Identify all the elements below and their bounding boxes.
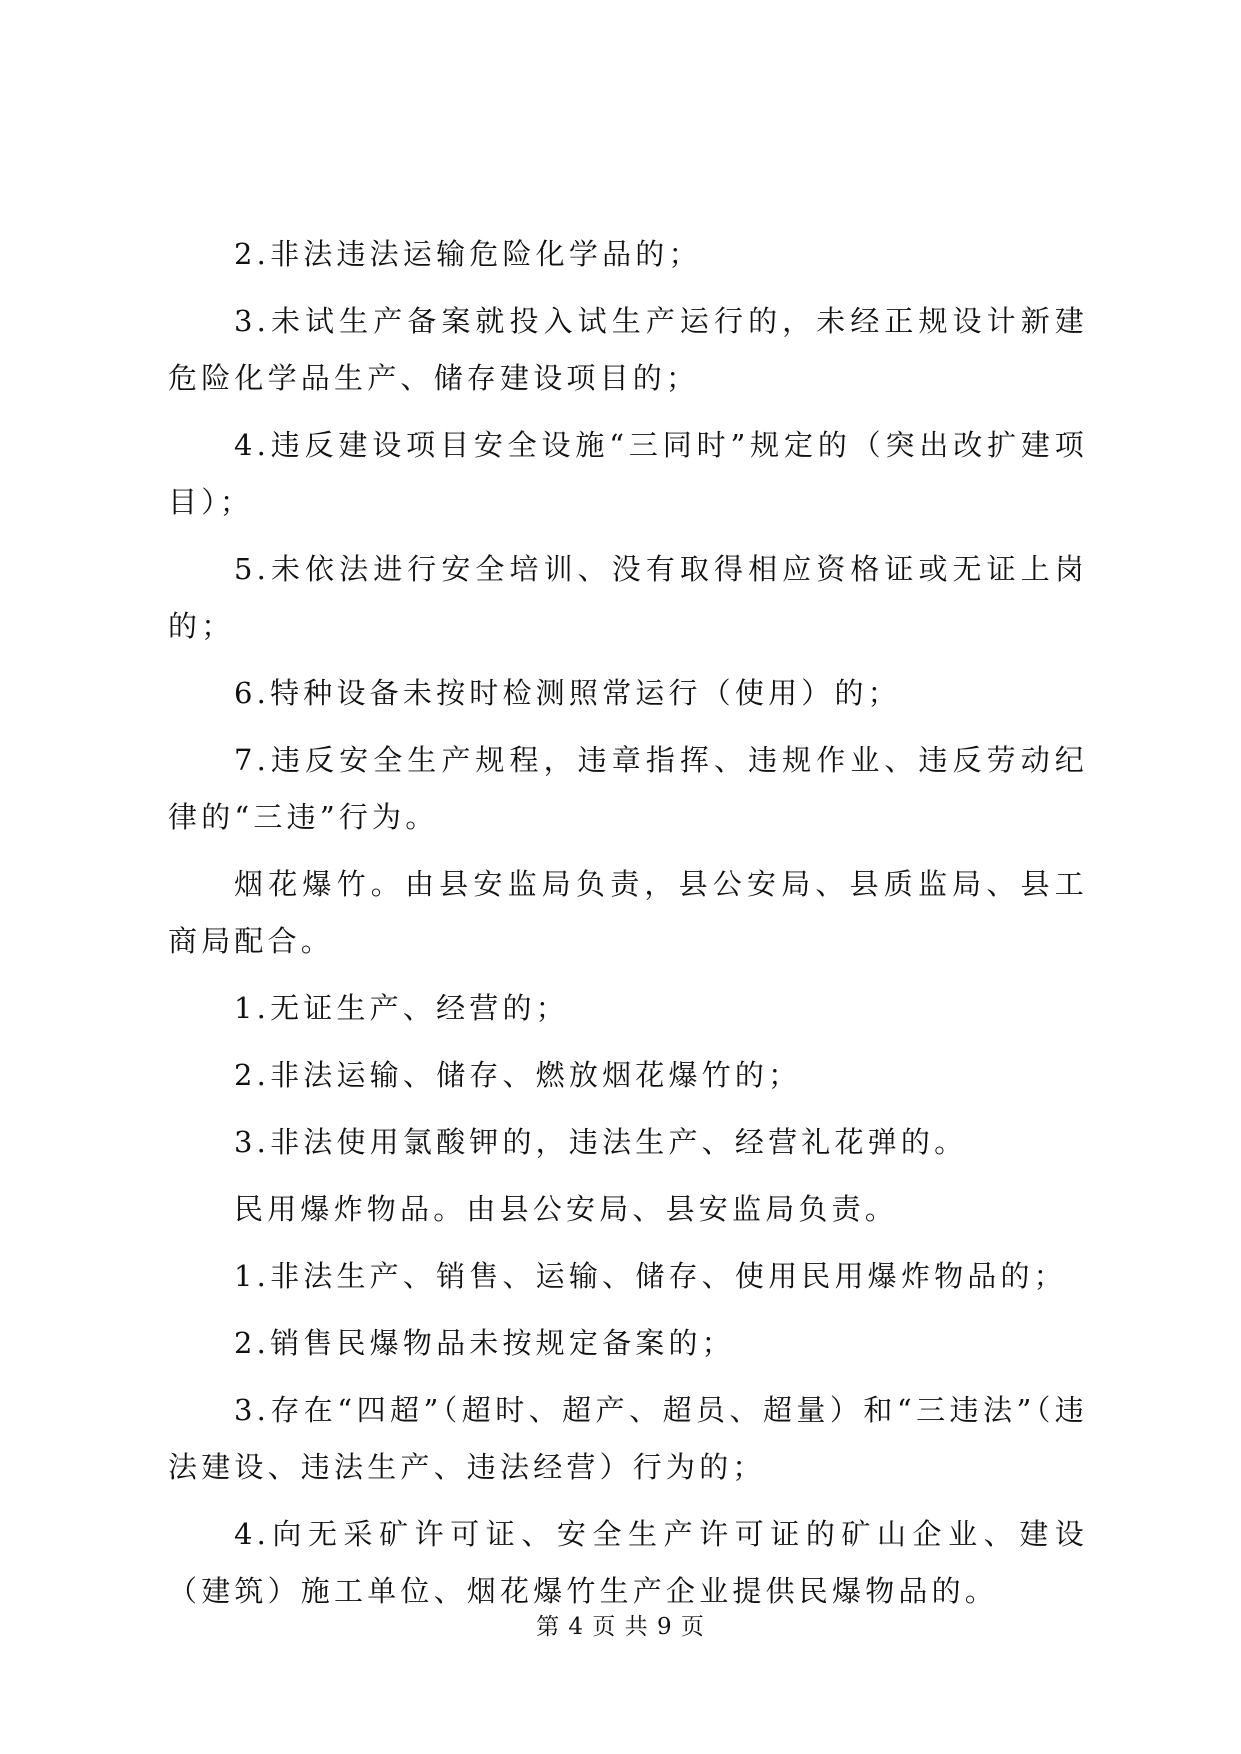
paragraph: 民用爆炸物品。由县公安局、县安监局负责。 (234, 1192, 899, 1226)
page-number-footer: 第 4 页 共 9 页 (536, 1614, 705, 1640)
paragraph: 2.非法违法运输危险化学品的； (234, 237, 702, 271)
paragraph: 2.非法运输、储存、燃放烟花爆竹的； (234, 1058, 802, 1092)
document-body (168, 226, 1088, 1630)
paragraph: 3.存在“四超”（超时、超产、超员、超量）和“三违法”（违法建设、违法生产、违法经营）行为的； (168, 1393, 1088, 1484)
paragraph: 3.未试生产备案就投入试生产运行的，未经正规设计新建危险化学品生产、储存建设项目的； (168, 304, 1088, 395)
paragraph: 5.未依法进行安全培训、没有取得相应资格证或无证上岗的； (168, 552, 1088, 643)
paragraph: 4.向无采矿许可证、安全生产许可证的矿山企业、建设（建筑）施工单位、烟花爆竹生产企业提供民爆物品的。 (168, 1517, 1088, 1608)
paragraph: 7.违反安全生产规程，违章指挥、违规作业、违反劳动纪律的“三违”行为。 (168, 743, 1088, 834)
paragraph: 2.销售民爆物品未按规定备案的； (234, 1326, 735, 1360)
paragraph: 3.非法使用氯酸钾的，违法生产、经营礼花弹的。 (234, 1125, 968, 1159)
paragraph: 1.非法生产、销售、运输、储存、使用民用爆炸物品的； (234, 1259, 1067, 1293)
paragraph: 1.无证生产、经营的； (234, 991, 569, 1025)
paragraph: 6.特种设备未按时检测照常运行（使用）的； (234, 676, 901, 710)
paragraph: 4.违反建设项目安全设施“三同时”规定的（突出改扩建项目）； (168, 428, 1088, 519)
paragraph: 烟花爆竹。由县安监局负责，县公安局、县质监局、县工商局配合。 (168, 867, 1088, 958)
